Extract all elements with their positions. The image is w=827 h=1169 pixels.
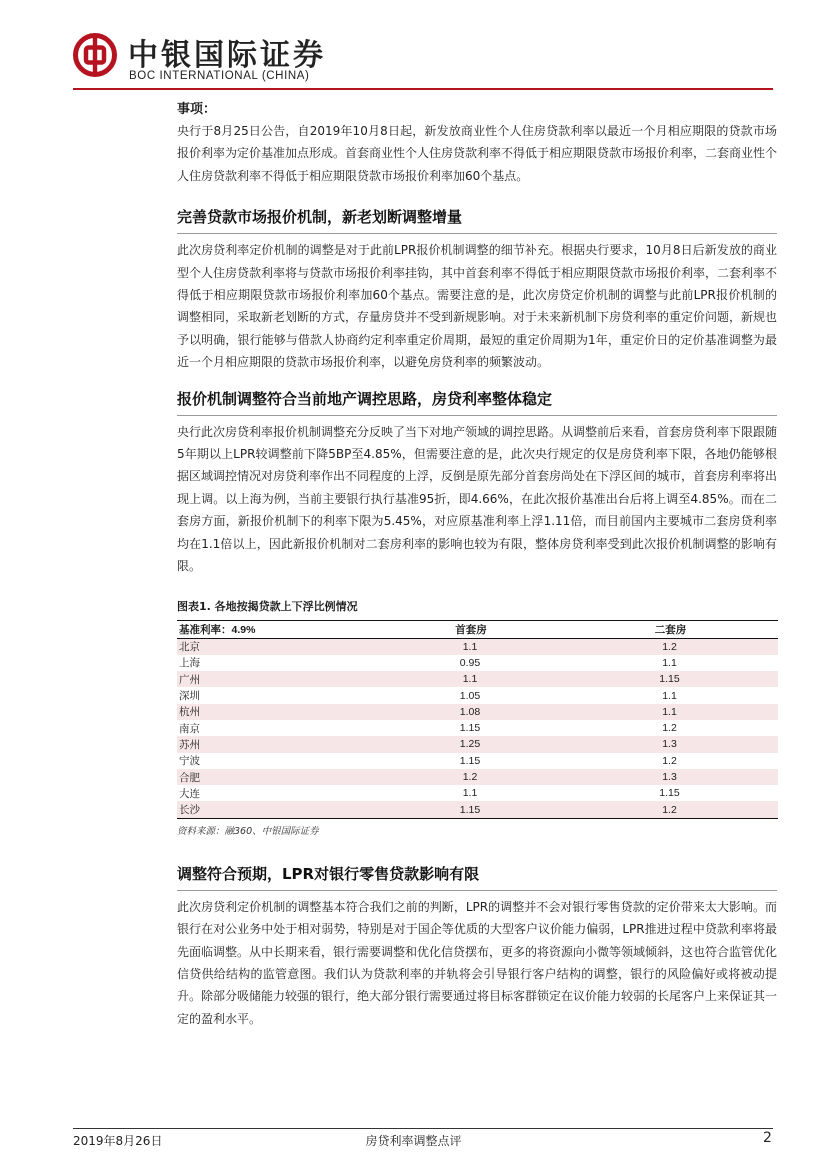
page-number: 2 <box>763 1130 772 1146</box>
table-title: 图表1. 各地按揭贷款上下浮比例情况 <box>177 599 358 613</box>
second-home-cell: 1.1 <box>662 656 677 669</box>
table-block <box>177 598 777 837</box>
table-row <box>177 785 778 801</box>
second-home-cell: 1.15 <box>659 787 680 800</box>
notice-text: 央行于8月25日公告，自2019年10月8日起，新发放商业性个人住房贷款利率以最近一个月相应期限的贷款市场报价利率为定价基准加点形成。首套商业性个人住房贷款利率不得低于相应期限贷款市场报价利率，二套商业性个人住房贷款利率不得低于相应期限贷款市场报价利率加60个基点。 <box>177 124 778 183</box>
table-row <box>177 655 778 671</box>
city-cell: 合肥 <box>177 769 379 785</box>
city-cell: 广州 <box>177 671 379 687</box>
first-home-cell: 1.1 <box>462 787 478 800</box>
section-2 <box>177 388 777 578</box>
section-3 <box>177 863 777 1030</box>
first-home-cell: 1.08 <box>379 704 561 720</box>
first-home-cell: 1.05 <box>459 689 481 702</box>
first-home-cell: 1.15 <box>379 801 561 818</box>
table-row <box>177 638 778 655</box>
second-home-cell: 1.2 <box>662 722 677 735</box>
table-row <box>177 753 778 769</box>
first-home-cell: 0.95 <box>459 656 481 669</box>
city-cell: 杭州 <box>177 704 379 720</box>
second-home-cell: 1.2 <box>561 801 778 818</box>
city-cell: 大连 <box>179 787 200 800</box>
table-row <box>177 769 778 785</box>
city-cell: 南京 <box>179 722 200 735</box>
brand-name-en: BOC INTERNATIONAL (CHINA) <box>129 70 310 82</box>
table-row <box>177 687 778 703</box>
table-row <box>177 704 778 720</box>
section-heading: 完善贷款市场报价机制，新老划断调整增量 <box>177 208 463 227</box>
city-cell: 北京 <box>177 638 379 655</box>
first-home-cell: 1.1 <box>379 638 561 655</box>
table-row <box>177 736 778 752</box>
section-divider <box>177 890 777 891</box>
city-cell: 苏州 <box>177 736 379 752</box>
report-body <box>177 100 777 1030</box>
table-source: 资料来源：融360、中银国际证券 <box>177 825 319 837</box>
second-home-cell: 1.15 <box>561 671 778 687</box>
notice-block <box>177 100 777 187</box>
table-row <box>177 801 778 818</box>
brand-name-cn: 中银国际证券 <box>128 38 326 73</box>
boc-logo <box>73 33 117 77</box>
first-home-cell: 1.2 <box>379 769 561 785</box>
footer-divider <box>73 1128 773 1129</box>
header-divider <box>73 88 773 90</box>
mortgage-rate-table <box>177 620 778 819</box>
section-divider <box>177 415 777 416</box>
footer-date: 2019年8月26日 <box>73 1134 163 1148</box>
header-second-home: 二套房 <box>561 620 778 638</box>
second-home-cell: 1.2 <box>561 638 778 655</box>
section-divider <box>177 233 777 234</box>
city-cell: 深圳 <box>179 690 200 703</box>
table-row <box>177 671 778 687</box>
table-row <box>177 720 778 736</box>
city-cell: 上海 <box>179 657 200 670</box>
section-heading: 调整符合预期，LPR对银行零售贷款影响有限 <box>177 864 480 883</box>
first-home-cell: 1.15 <box>459 722 481 735</box>
first-home-cell: 1.1 <box>379 671 561 687</box>
section-heading: 报价机制调整符合当前地产调控思路，房贷利率整体稳定 <box>177 389 553 408</box>
header-base-rate: 基准利率：4.9% <box>177 620 379 638</box>
second-home-cell: 1.3 <box>561 736 778 752</box>
section-text: 此次房贷利定价机制的调整基本符合我们之前的判断，LPR的调整并不会对银行零售贷款的定价带来太大影响。而银行在对公业务中处于相对弱势，特别是对于国企等优质的大型客户议价能力偏弱，LPR推进过程中贷款利率将最先面临调整。从中长期来看，银行需要调整和优化信贷摆布，更多的将资源向小微等领域倾斜，这也符合监管优化信贷供给结构的监管意图。我们认为贷款利率的并轨将会引导银行客户结构的调整，银行的风险偏好或将被动提升。除部分吸储能力较强的银行，绝大部分银行需要通过将目标客群锁定在议价能力较弱的长尾客户上来保证其一定的盈利水平。 <box>177 899 778 1026</box>
table-header-row <box>177 620 778 638</box>
notice-title: 事项： <box>177 102 217 117</box>
second-home-cell: 1.1 <box>561 704 778 720</box>
second-home-cell: 1.1 <box>662 689 677 702</box>
first-home-cell: 1.25 <box>379 736 561 752</box>
section-1 <box>177 206 777 373</box>
city-cell: 长沙 <box>177 801 379 818</box>
city-cell: 宁波 <box>179 755 200 768</box>
first-home-cell: 1.15 <box>459 754 481 767</box>
header-first-home: 首套房 <box>379 620 561 638</box>
section-text: 此次房贷利率定价机制的调整是对于此前LPR报价机制调整的细节补充。根据央行要求，10月8日后新发放的商业型个人住房贷款利率将与贷款市场报价利率挂钩，其中首套利率不得低于相应期限贷款市场报价利率，二套利率不得低于相应期限贷款市场报价利率加60个基点。需要注意的是，此次房贷定价机制的调整与此前LPR报价机制的调整相同，采取新老划断的方式，存量房贷并不受到新规影响。对于未来新机制下房贷利率的重定价问题，新规也予以明确，银行能够与借款人协商约定利率重定价周期，最短的重定价周期为1年，重定价日的定价基准调整为最近一个月相应期限的贷款市场报价利率，以避免房贷利率的频繁波动。 <box>177 243 778 370</box>
section-text: 央行此次房贷利率报价机制调整充分反映了当下对地产领域的调控思路。从调整前后来看，首套房贷利率下限跟随5年期以上LPR较调整前下降5BP至4.85%，但需要注意的是，此次央行规定的仅是房贷利率下限，各地仍能够根据区域调控情况对房贷利率作出不同程度的上浮，反倒是原先部分首套房尚处在下浮区间的城市，首套房利率将出现上调。以上海为例，当前主要银行执行基准95折，即4.66%，在此次报价基准出台后将上调至4.85%。而在二套房方面，新报价机制下的利率下限为5.45%，对应原基准利率上浮1.11倍，而目前国内主要城市二套房贷利率均在1.1倍以上，因此新报价机制对二套房利率的影响也较为有限，整体房贷利率受到此次报价机制调整的影响有限。 <box>177 424 778 574</box>
second-home-cell: 1.2 <box>662 754 677 767</box>
footer-report-title: 房贷利率调整点评 <box>365 1134 462 1148</box>
second-home-cell: 1.3 <box>561 769 778 785</box>
